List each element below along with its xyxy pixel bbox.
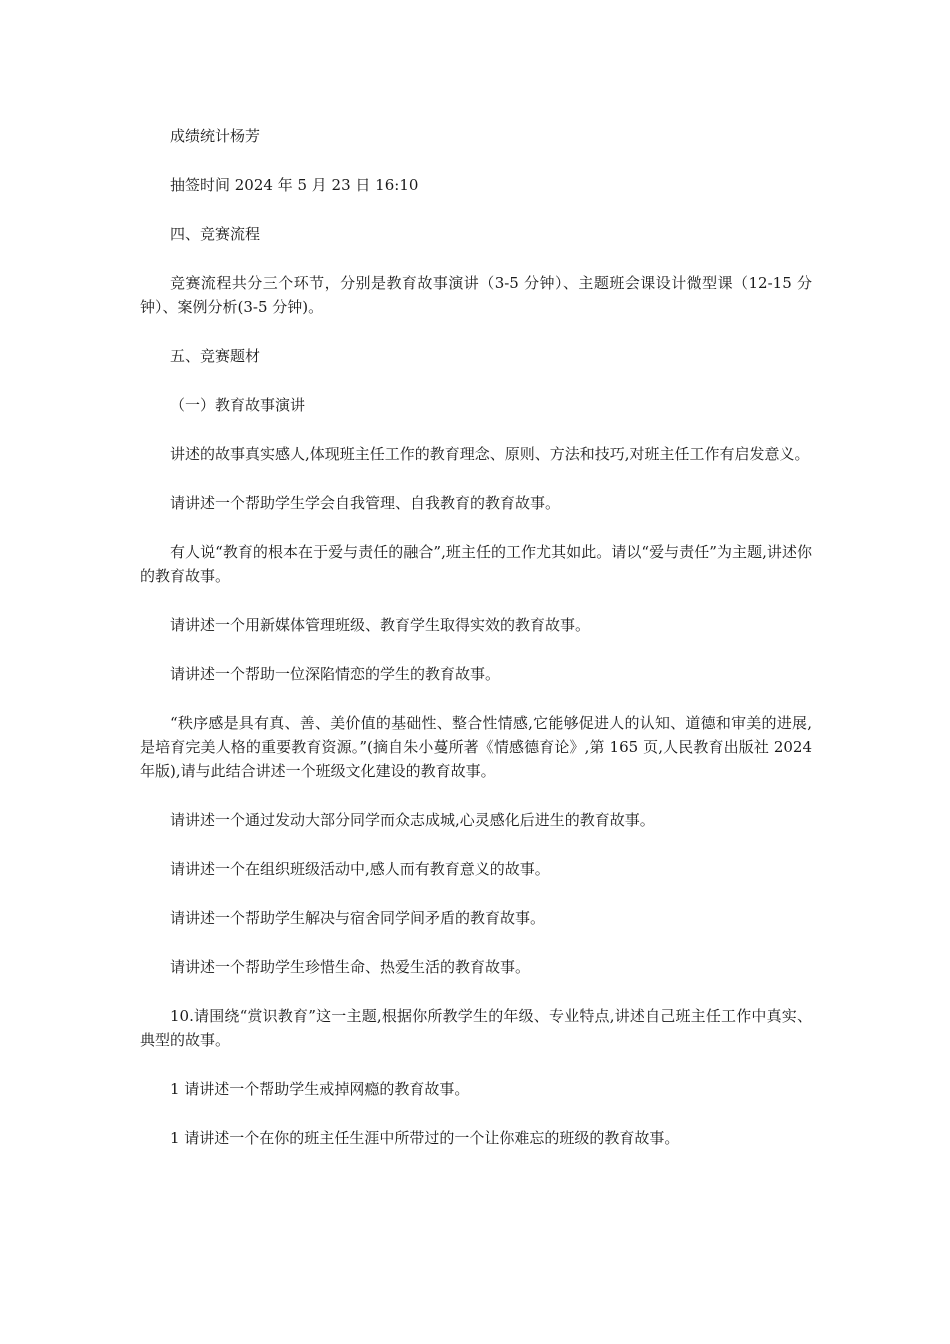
topic-item: 请讲述一个通过发动大部分同学而众志成城,心灵感化后进生的教育故事。	[170, 811, 655, 829]
heading-competition-process: 四、竞赛流程	[170, 225, 261, 243]
topic-item: 有人说“教育的根本在于爱与责任的融合”,班主任的工作尤其如此。请以“爱与责任”为主题,讲述你的教育故事。	[140, 543, 812, 585]
topic-item: 请讲述一个在组织班级活动中,感人而有教育意义的故事。	[170, 860, 550, 878]
topic-item: 请讲述一个帮助学生学会自我管理、自我教育的教育故事。	[170, 494, 561, 512]
topic-item: “秩序感是具有真、善、美价值的基础性、整合性情感,它能够促进人的认知、道德和审美的进展,是培育完美人格的重要教育资源。”(摘自朱小蔓所著《情感德育论》,第 165 页,人民教育出版社 2024 年版),请与此结合讲述一个班级文化建设的教育故事。	[140, 714, 812, 780]
topic-item: 请讲述一个用新媒体管理班级、教育学生取得实效的教育故事。	[170, 616, 591, 634]
paragraph-score-statistician: 成绩统计杨芳	[170, 127, 261, 145]
topic-item: 1 请讲述一个帮助学生戒掉网瘾的教育故事。	[170, 1080, 470, 1098]
topic-item: 请讲述一个帮助一位深陷情恋的学生的教育故事。	[170, 665, 501, 683]
paragraph-story-requirements: 讲述的故事真实感人,体现班主任工作的教育理念、原则、方法和技巧,对班主任工作有启发意义。	[170, 445, 810, 463]
topic-item: 10.请围绕“赏识教育”这一主题,根据你所教学生的年级、专业特点,讲述自己班主任工作中真实、典型的故事。	[140, 1007, 812, 1049]
topic-item: 请讲述一个帮助学生珍惜生命、热爱生活的教育故事。	[170, 958, 531, 976]
paragraph-draw-time: 抽签时间 2024 年 5 月 23 日 16:10	[170, 176, 419, 194]
subheading-education-story: （一）教育故事演讲	[170, 396, 306, 414]
heading-competition-topics: 五、竞赛题材	[170, 347, 261, 365]
paragraph-process-description: 竞赛流程共分三个环节，分别是教育故事演讲（3-5 分钟）、主题班会课设计微型课（12-15 分钟）、案例分析(3-5 分钟)。	[140, 274, 812, 316]
document-body	[140, 124, 812, 1175]
topic-item: 1 请讲述一个在你的班主任生涯中所带过的一个让你难忘的班级的教育故事。	[170, 1129, 680, 1147]
topic-item: 请讲述一个帮助学生解决与宿舍同学间矛盾的教育故事。	[170, 909, 546, 927]
